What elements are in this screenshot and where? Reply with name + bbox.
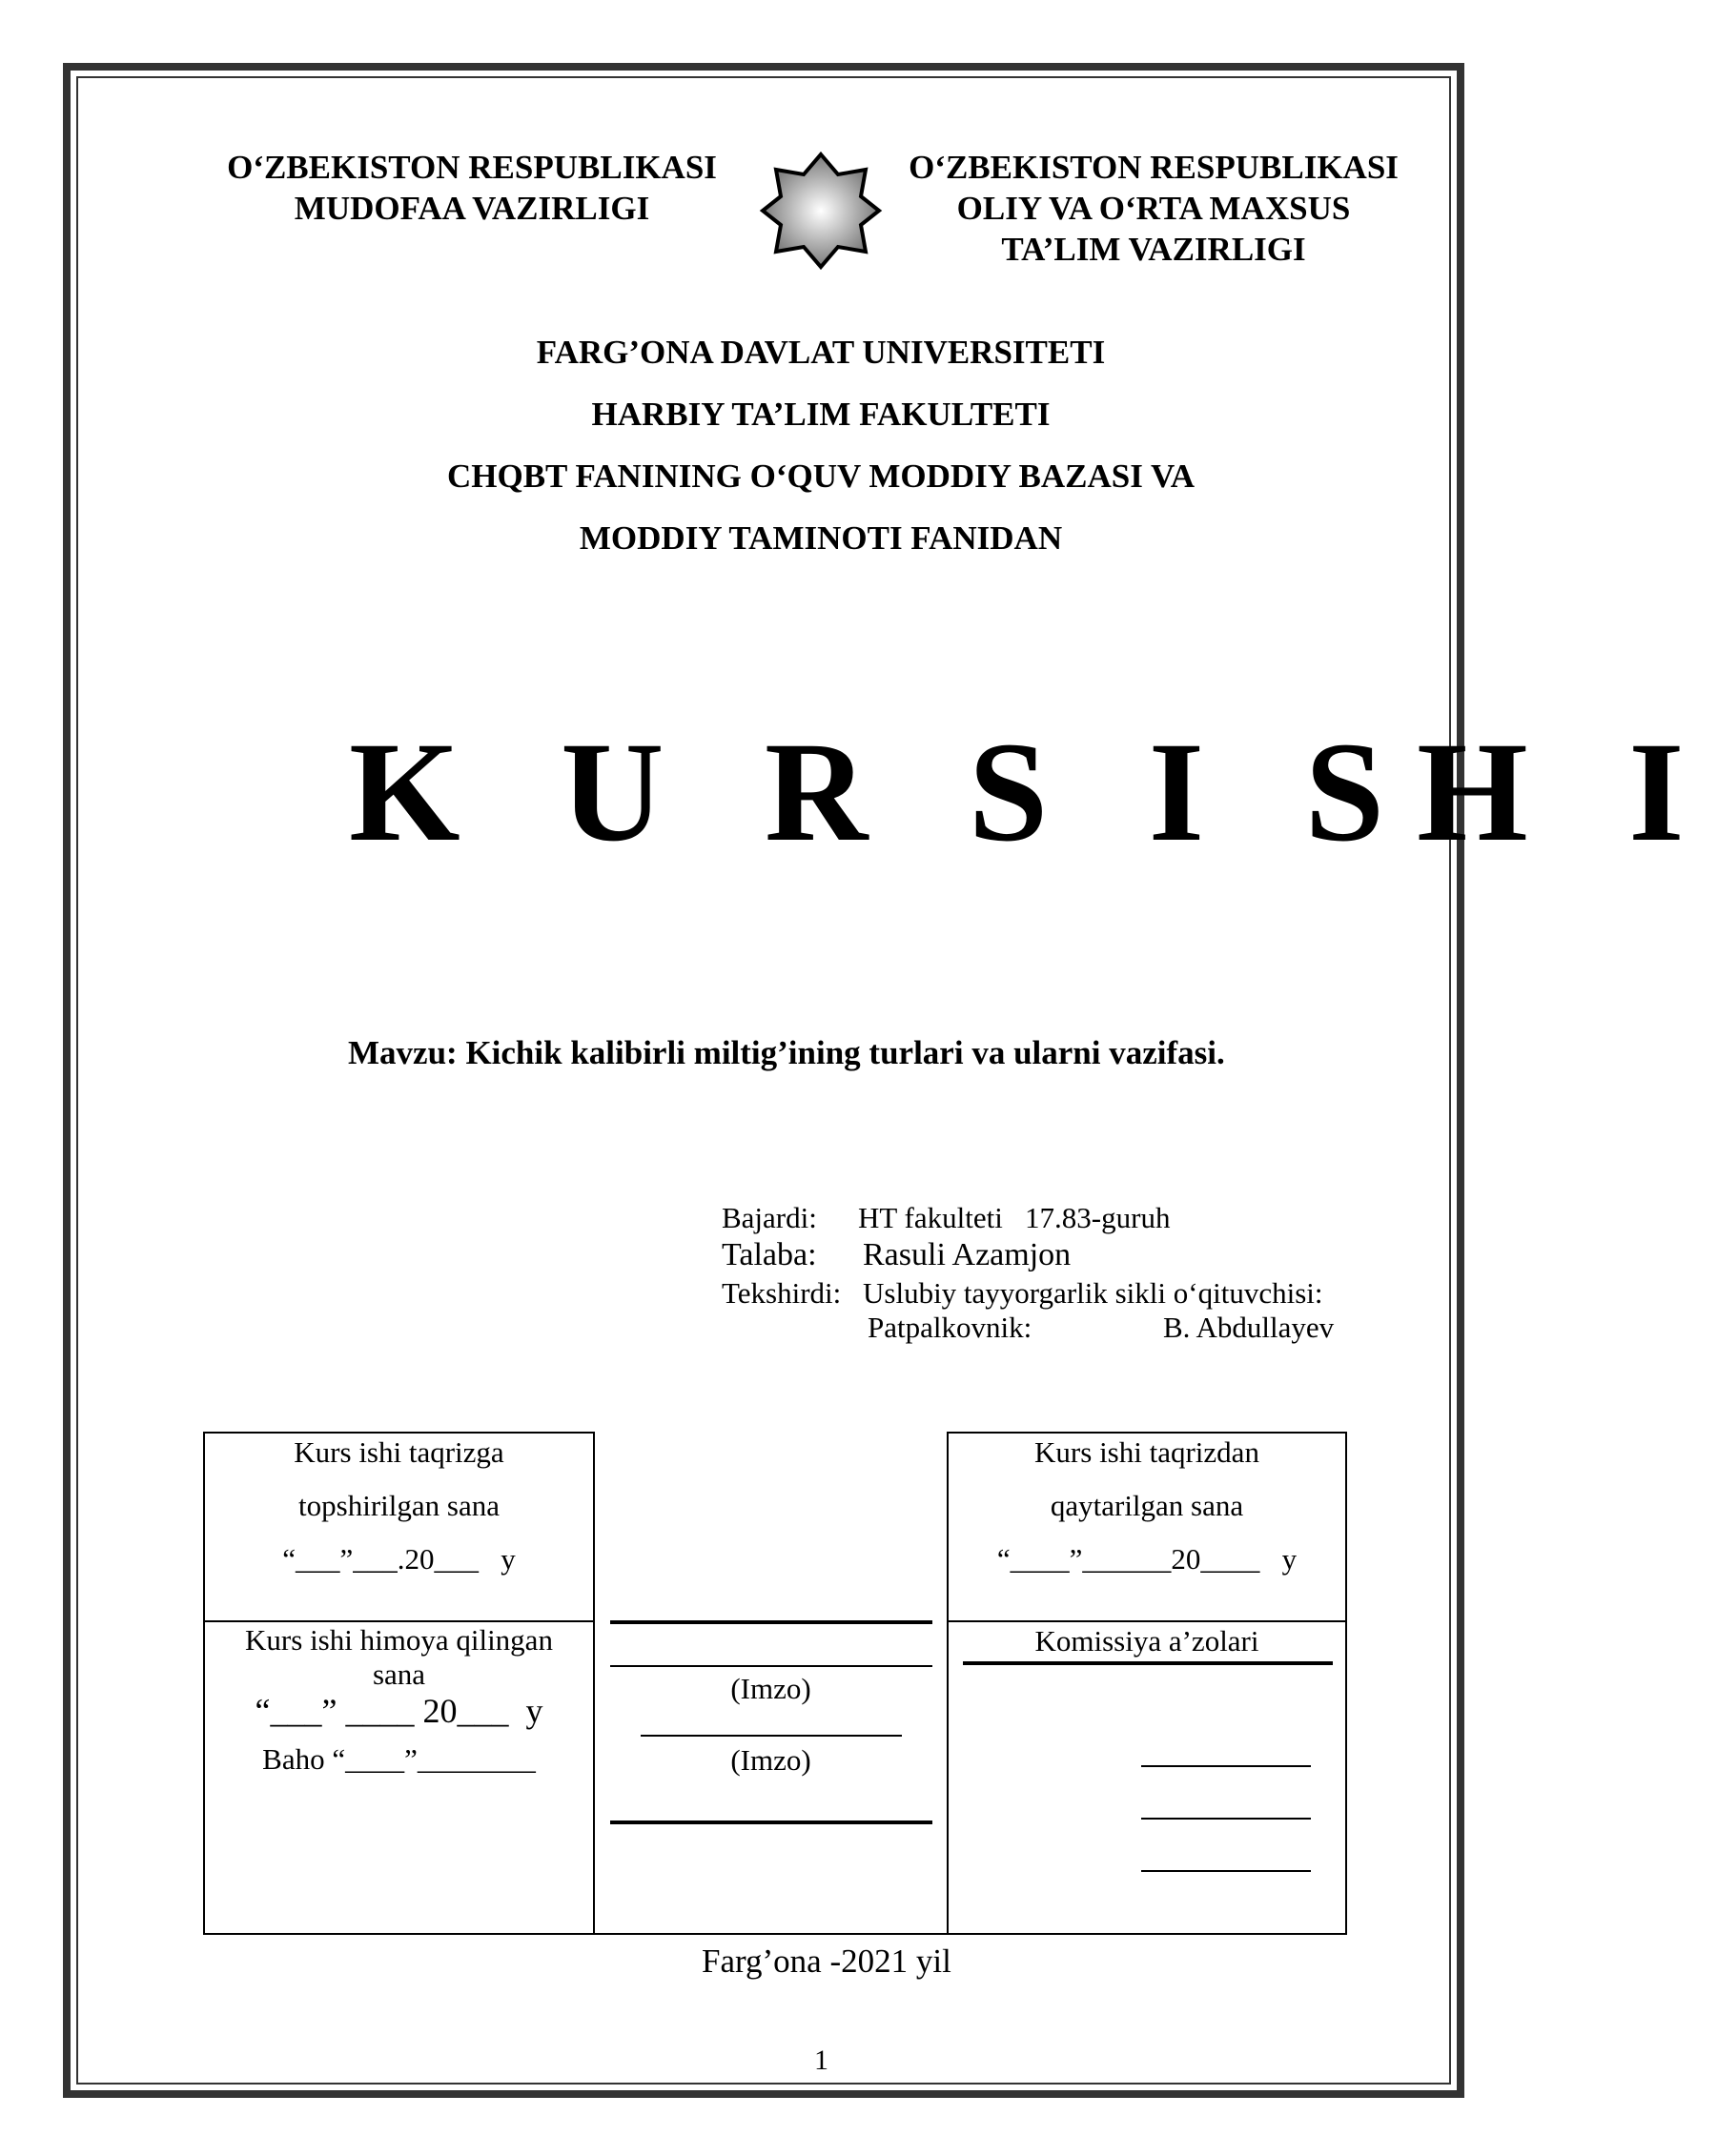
signature-line-1 (610, 1665, 932, 1667)
bajardi-value: HT fakulteti 17.83-guruh (858, 1201, 1171, 1234)
page-border-inner (76, 76, 1451, 2085)
university-name: FARG’ONA DAVLAT UNIVERSITETI (536, 334, 1106, 371)
talaba-label: Talaba: (722, 1237, 817, 1272)
submitted-cell (205, 1434, 593, 1577)
signature-line-bold-top (610, 1620, 932, 1624)
faculty-name: HARBIY TA’LIM FAKULTETI (591, 396, 1051, 433)
table-row-divider-left (203, 1620, 595, 1622)
returned-line1: Kurs ishi taqrizdan (1034, 1435, 1259, 1469)
page-title: K U R S I SH I (349, 713, 1717, 871)
returned-date: “____”______20____ y (996, 1542, 1298, 1576)
submitted-date: “___”___.20___ y (282, 1542, 516, 1576)
bajardi-label: Bajardi: (722, 1201, 817, 1234)
table-row-divider-right (947, 1620, 1347, 1622)
subject-line2: MODDIY TAMINOTI FANIDAN (579, 519, 1063, 557)
teacher-name: B. Abdullayev (1163, 1311, 1335, 1344)
commission-member-line-1 (1141, 1765, 1311, 1767)
table-border-top-left (203, 1432, 595, 1434)
signature-label-1: (Imzo) (730, 1672, 811, 1705)
defended-line1: Kurs ishi himoya qilingan (245, 1623, 553, 1657)
commission-label: Komissiya a’zolari (1034, 1624, 1259, 1658)
table-border-bottom (203, 1933, 1347, 1935)
subject-line1: CHQBT FANINING O‘QUV MODDIY BAZASI VA (446, 458, 1196, 495)
signature-label-2: (Imzo) (730, 1743, 811, 1777)
commission-member-line-3 (1141, 1870, 1311, 1872)
table-border-top-right (947, 1432, 1347, 1434)
returned-cell (949, 1434, 1345, 1577)
topic: Mavzu: Kichik kalibirli miltig’ining turlari va ularni vazifasi. (348, 1034, 1225, 1071)
submitted-line2: topshirilgan sana (298, 1489, 500, 1522)
header-left-line1: O‘ZBEKISTON RESPUBLIKASI (227, 149, 717, 186)
tekshirdi-value: Uslubiy tayyorgarlik sikli o‘qituvchisi: (863, 1276, 1323, 1310)
place-year: Farg’ona -2021 yil (702, 1942, 951, 1980)
submitted-line1: Kurs ishi taqrizga (294, 1435, 504, 1469)
signature-line-bold-bottom (610, 1820, 932, 1824)
page-number: 1 (814, 2044, 828, 2076)
header-right-line1: O‘ZBEKISTON RESPUBLIKASI (909, 149, 1399, 186)
commission-member-line-2 (1141, 1818, 1311, 1820)
eight-point-star-emblem-icon (759, 151, 883, 271)
defended-line2: sana (372, 1658, 426, 1691)
teacher-rank: Patpalkovnik: (868, 1311, 1032, 1344)
header-right-line3: TA’LIM VAZIRLIGI (1001, 231, 1306, 268)
commission-line-top (963, 1661, 1333, 1665)
header-left-line2: MUDOFAA VAZIRLIGI (294, 190, 650, 227)
ministry-education (887, 147, 1421, 270)
talaba-value: Rasuli Azamjon (863, 1237, 1072, 1272)
defended-cell (205, 1623, 593, 1778)
table-border-right (1345, 1432, 1347, 1935)
ministry-defense (205, 147, 739, 229)
header-right-line2: OLIY VA O‘RTA MAXSUS (956, 190, 1351, 227)
signature-line-2 (641, 1735, 902, 1737)
grade: Baho “____”________ (262, 1742, 536, 1776)
defended-date: “___” ____ 20___ y (255, 1692, 543, 1730)
tekshirdi-label: Tekshirdi: (722, 1276, 842, 1310)
returned-line2: qaytarilgan sana (1050, 1489, 1244, 1522)
